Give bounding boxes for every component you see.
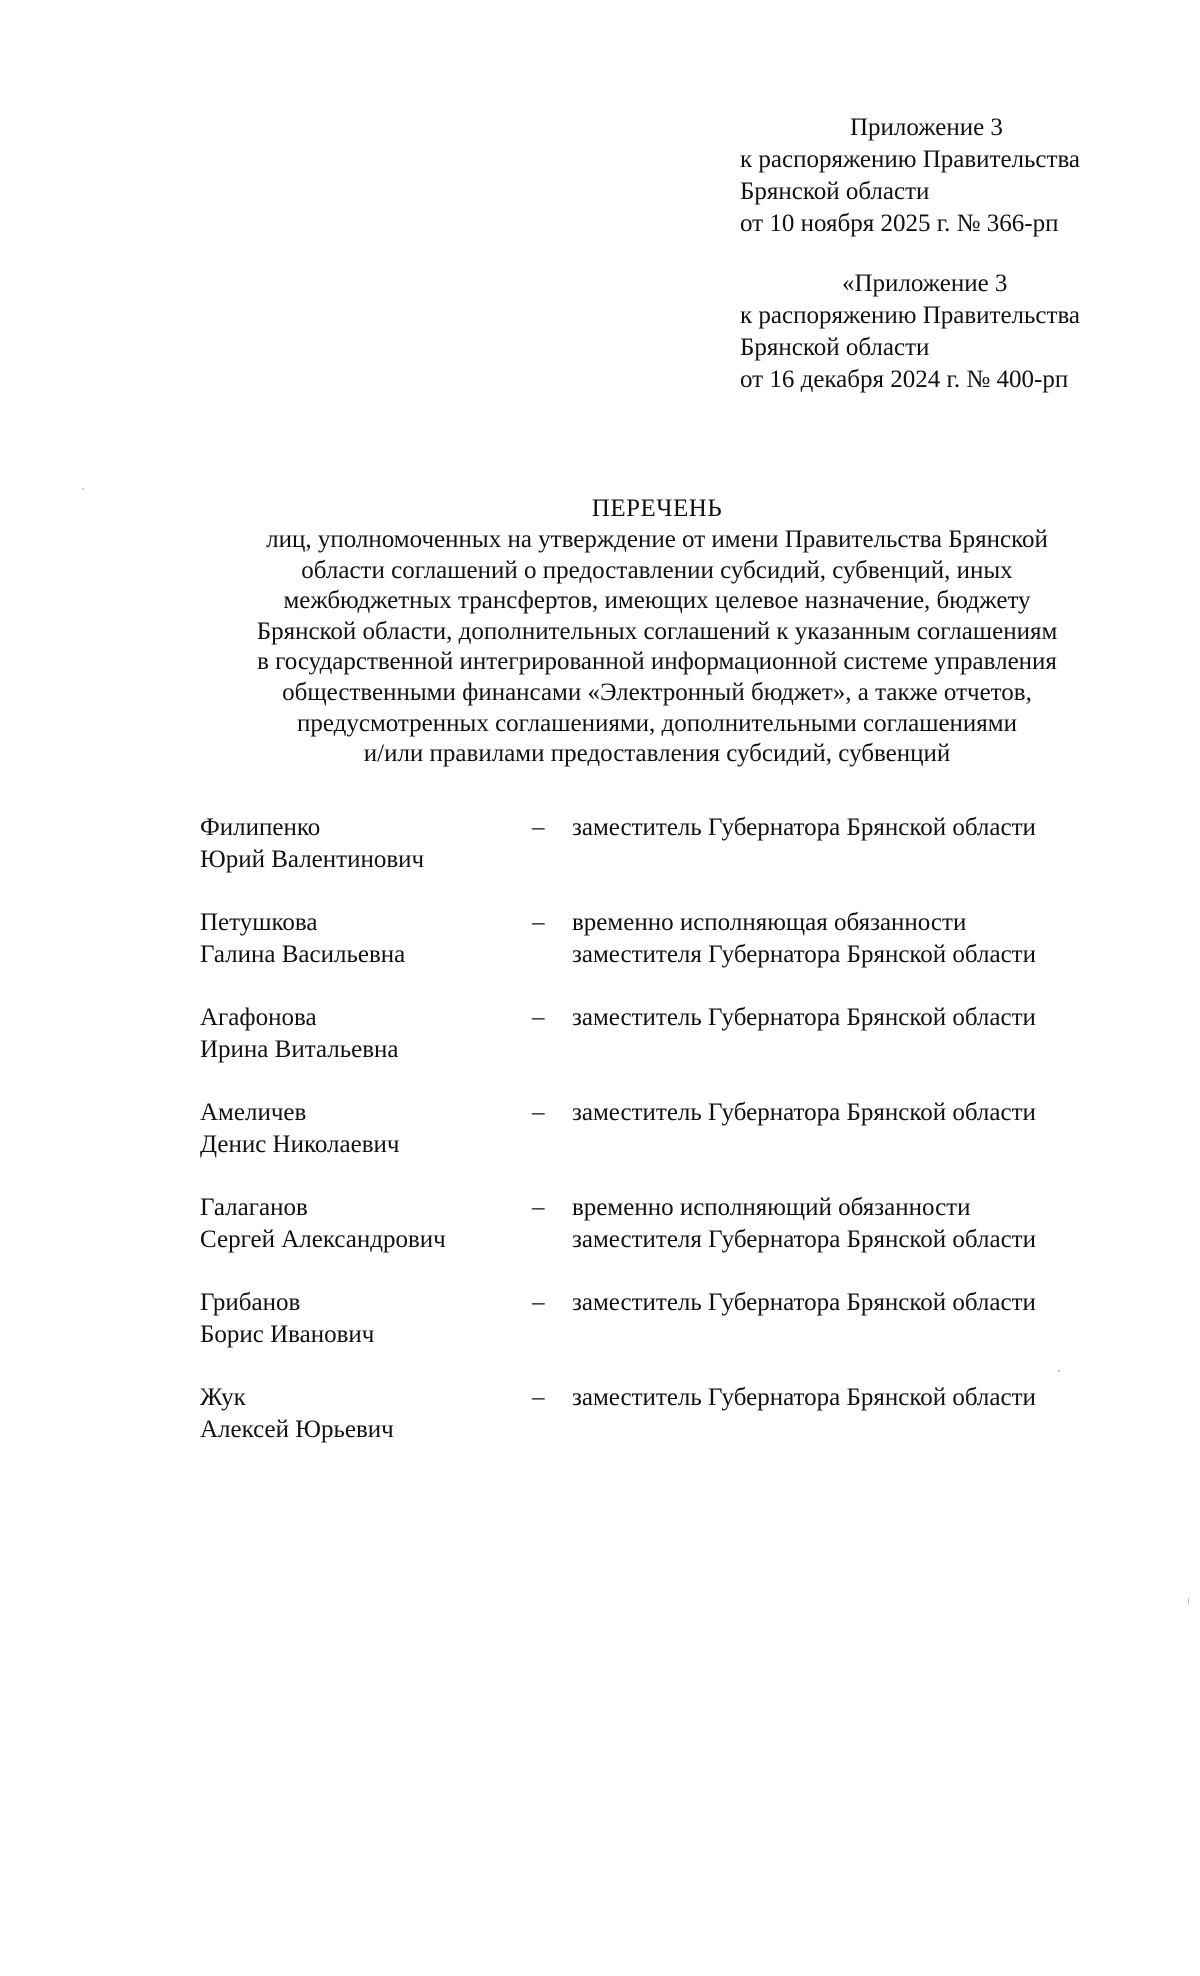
appendix-current-date: от 10 ноября 2025 г. № 366-рп bbox=[740, 210, 1059, 237]
subtitle-line: области соглашений о предоставлении субсидий, субвенций, иных bbox=[301, 556, 1013, 584]
person-position bbox=[572, 1097, 1112, 1129]
person-given-name: Юрий Валентинович bbox=[200, 846, 425, 873]
person-entry bbox=[200, 1382, 1100, 1477]
person-given-name: Сергей Александрович bbox=[200, 1226, 446, 1253]
person-given-name: Галина Васильевна bbox=[200, 941, 406, 968]
appendix-previous-block bbox=[740, 268, 1080, 396]
person-entry bbox=[200, 1192, 1100, 1287]
authorized-persons-list bbox=[200, 812, 1100, 1477]
position-line: заместителя Губернатора Брянской области bbox=[572, 1226, 1036, 1253]
person-position bbox=[572, 1382, 1112, 1414]
dash-separator: – bbox=[532, 909, 545, 936]
dash-separator: – bbox=[532, 814, 545, 841]
dash-separator: – bbox=[532, 1384, 545, 1411]
scan-speck bbox=[1188, 1598, 1189, 1604]
subtitle-line: предусмотренных соглашениями, дополнительными соглашениями bbox=[296, 709, 1018, 737]
person-name bbox=[200, 1002, 530, 1066]
appendix-current-order: к распоряжению Правительства bbox=[740, 146, 1081, 173]
subtitle-line: в государственной интегрированной информационной системе управления bbox=[257, 648, 1057, 676]
appendix-current-block bbox=[740, 112, 1080, 240]
person-entry bbox=[200, 907, 1100, 1002]
person-position bbox=[572, 907, 1112, 971]
position-line: заместитель Губернатора Брянской области bbox=[572, 1004, 1036, 1031]
person-surname: Грибанов bbox=[200, 1289, 301, 1316]
subtitle-line: общественными финансами «Электронный бюджет», а также отчетов, bbox=[282, 678, 1032, 706]
document-subtitle bbox=[190, 525, 1124, 770]
subtitle-line: и/или правилами предоставления субсидий, субвенций bbox=[363, 740, 951, 768]
person-surname: Петушкова bbox=[200, 909, 318, 936]
person-position bbox=[572, 812, 1112, 844]
person-entry bbox=[200, 1287, 1100, 1382]
dash-separator: – bbox=[532, 1004, 545, 1031]
person-surname: Жук bbox=[200, 1384, 246, 1411]
person-given-name: Ирина Витальевна bbox=[200, 1036, 399, 1063]
scan-speck bbox=[1058, 1370, 1060, 1372]
subtitle-line: Брянской области, дополнительных соглашений к указанным соглашениям bbox=[256, 617, 1058, 645]
subtitle-line: межбюджетных трансфертов, имеющих целевое назначение, бюджету bbox=[283, 587, 1031, 615]
person-name bbox=[200, 1382, 530, 1446]
position-line: заместитель Губернатора Брянской области bbox=[572, 814, 1036, 841]
dash-separator: – bbox=[532, 1099, 545, 1126]
person-surname: Галаганов bbox=[200, 1194, 308, 1221]
person-name bbox=[200, 812, 530, 876]
person-position bbox=[572, 1287, 1112, 1319]
person-given-name: Борис Иванович bbox=[200, 1321, 375, 1348]
person-position bbox=[572, 1002, 1112, 1034]
person-surname: Амеличев bbox=[200, 1099, 307, 1126]
appendix-previous-order: к распоряжению Правительства bbox=[740, 302, 1081, 329]
dash-separator: – bbox=[532, 1194, 545, 1221]
appendix-current-title: Приложение 3 bbox=[850, 114, 1003, 141]
appendix-previous-date: от 16 декабря 2024 г. № 400-рп bbox=[740, 366, 1069, 393]
position-line: заместитель Губернатора Брянской области bbox=[572, 1099, 1036, 1126]
person-given-name: Денис Николаевич bbox=[200, 1131, 400, 1158]
person-name bbox=[200, 1287, 530, 1351]
person-surname: Агафонова bbox=[200, 1004, 317, 1031]
person-given-name: Алексей Юрьевич bbox=[200, 1416, 394, 1443]
appendix-previous-title: «Приложение 3 bbox=[842, 270, 1008, 297]
person-entry bbox=[200, 1002, 1100, 1097]
person-name bbox=[200, 1192, 530, 1256]
person-surname: Филипенко bbox=[200, 814, 321, 841]
position-line: временно исполняющий обязанности bbox=[572, 1194, 971, 1221]
scan-speck bbox=[82, 488, 84, 490]
position-line: временно исполняющая обязанности bbox=[572, 909, 967, 936]
dash-separator: – bbox=[532, 1289, 545, 1316]
person-entry bbox=[200, 812, 1100, 907]
position-line: заместителя Губернатора Брянской области bbox=[572, 941, 1036, 968]
subtitle-line: лиц, уполномоченных на утверждение от имени Правительства Брянской bbox=[266, 526, 1048, 553]
person-name bbox=[200, 907, 530, 971]
person-name bbox=[200, 1097, 530, 1161]
person-position bbox=[572, 1192, 1112, 1256]
document-title: ПЕРЕЧЕНЬ bbox=[591, 495, 723, 522]
position-line: заместитель Губернатора Брянской области bbox=[572, 1384, 1036, 1411]
appendix-current-region: Брянской области bbox=[740, 178, 930, 205]
person-entry bbox=[200, 1097, 1100, 1192]
position-line: заместитель Губернатора Брянской области bbox=[572, 1289, 1036, 1316]
appendix-previous-region: Брянской области bbox=[740, 334, 930, 361]
